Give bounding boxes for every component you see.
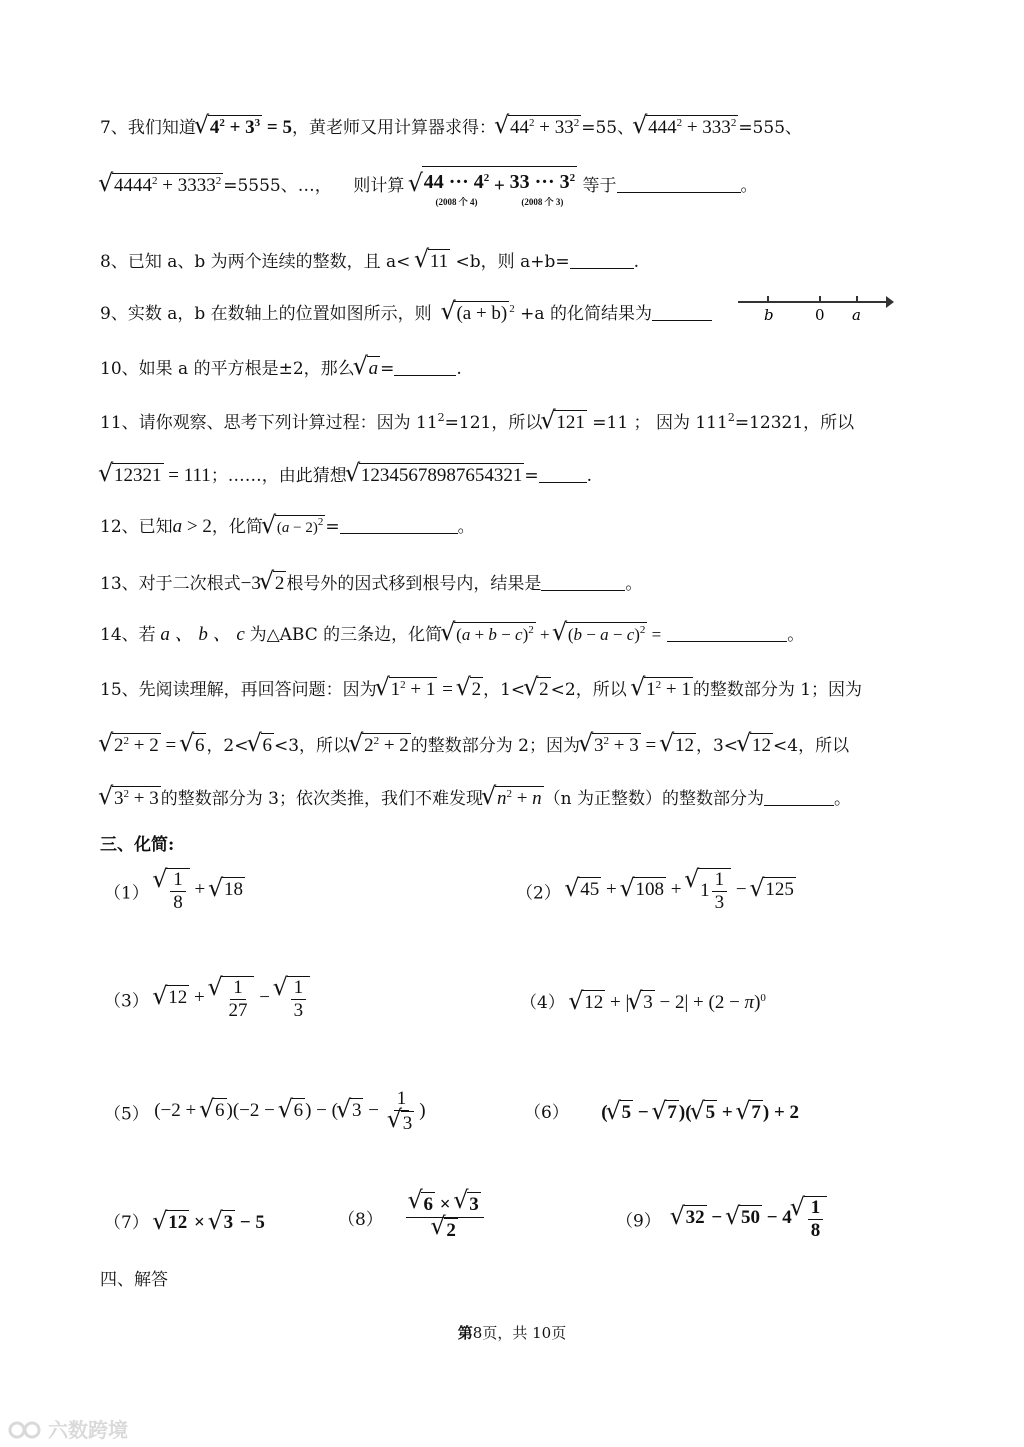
- question-15-line-3: [100, 784, 964, 814]
- simplify-7: [104, 1208, 265, 1235]
- q7-value-2: =555、: [738, 118, 803, 138]
- q8-sqrt-11: √ 11: [416, 251, 450, 272]
- q12-end: 。: [457, 517, 475, 537]
- q9-text-2: +a 的化简结果为: [520, 304, 652, 324]
- simplify-2-label: （2）: [516, 883, 561, 904]
- simplify-2-formula: √ 45 + √ 108 + √ 1 $\frac{1}{3}$ − √ 125: [566, 879, 796, 900]
- q9-answer-blank[interactable]: [652, 300, 712, 321]
- question-7-line-1: [100, 113, 964, 143]
- simplify-6-label: （6）: [524, 1103, 569, 1123]
- simplify-8: [338, 1192, 486, 1243]
- q15-text-8: ，3<: [695, 736, 739, 756]
- footer-total-pages: 10: [532, 1324, 552, 1342]
- q8-text-2: <b，则 a+b=: [455, 252, 570, 272]
- q7-compute-label: 则计算: [353, 176, 405, 196]
- label-a: a: [852, 306, 861, 324]
- q15-text-5: ，2<: [206, 736, 249, 756]
- simplify-8-label: （8）: [338, 1209, 383, 1230]
- q12-text-1: 12、已知: [100, 517, 173, 537]
- q15-formula-5: √ $3^2 + 3$ = √ 12: [580, 735, 696, 756]
- q11-equals: =: [524, 466, 539, 486]
- q8-answer-blank[interactable]: [570, 248, 634, 269]
- page-footer: [0, 1322, 1024, 1343]
- watermark-icon: [8, 1419, 48, 1441]
- simplify-6-formula: (√ 5 − √ 7 )(√ 5 + √ 7 ) + 2: [601, 1102, 799, 1123]
- question-7-line-2: [100, 166, 964, 207]
- simplify-5: [104, 1088, 426, 1136]
- q13-formula: −3√ 2: [241, 573, 287, 594]
- q11-answer-blank[interactable]: [539, 462, 587, 483]
- simplify-6: [524, 1098, 799, 1125]
- simplify-9: [616, 1196, 827, 1242]
- q11-text-3: =11 ； 因为 111: [592, 413, 728, 433]
- q15-sqrt-6: √ 6: [249, 735, 275, 756]
- q10-end: .: [456, 359, 462, 379]
- simplify-7-label: （7）: [104, 1213, 149, 1233]
- q7-under-label-2: (2008 个 3): [521, 197, 564, 207]
- simplify-8-formula: √ 6 × √ 3 √ 2: [404, 1206, 485, 1227]
- number-line-figure: [736, 290, 896, 326]
- q15-sqrt-12: √ 12: [738, 735, 773, 756]
- q11-end: .: [586, 466, 592, 486]
- simplify-5-formula: (−2 + √ 6 )(−2 − √ 6 ) − (√ 3 − 1 √ 3 ): [154, 1100, 425, 1121]
- question-12: 12、已知a > 2，化简√ $(a - 2)^2$ = 。: [100, 512, 964, 543]
- q15-formula-6: √ $3^2 + 3$: [100, 788, 161, 809]
- q14-answer-blank[interactable]: [667, 621, 787, 642]
- section-3-heading: 三、化简:: [100, 835, 175, 855]
- q14-formula: √ $(a + b - c)^2$ + √ $(b - a - c)^2$ =: [442, 625, 661, 644]
- q11-sqrt-121: √ 121: [542, 412, 587, 433]
- q7-answer-blank[interactable]: [617, 172, 741, 193]
- label-b: b: [764, 306, 774, 324]
- simplify-1-formula: √ $\frac{1}{8}$ + √ 18: [154, 879, 245, 900]
- simplify-3: [104, 976, 310, 1022]
- simplify-2: [516, 868, 796, 914]
- simplify-9-formula: √ 32 − √ 50 − 4 √ $\frac{1}{8}$: [672, 1207, 828, 1228]
- q15-text-7: 的整数部分为 2；因为: [410, 736, 581, 756]
- q13-text-2: 根号外的因式移到根号内，结果是: [286, 574, 542, 594]
- q14-variables: a 、 b 、 c: [155, 624, 250, 645]
- q14-end: 。: [787, 625, 805, 645]
- q14-text-2: 为△ABC 的三条边，化简: [249, 625, 443, 645]
- q15-text-6: <3，所以: [274, 736, 351, 756]
- simplify-9-label: （9）: [616, 1211, 661, 1232]
- question-15-line-1: [100, 675, 964, 705]
- q15-text-1: 15、先阅读理解，再回答问题：因为: [100, 680, 377, 700]
- q8-end: .: [633, 252, 639, 272]
- section-4-heading: 四、解答: [100, 1270, 168, 1290]
- q15-text-9: <4，所以: [773, 736, 850, 756]
- simplify-7-formula: √ 12 × √ 3 − 5: [154, 1212, 265, 1233]
- q7-under-label-1: (2008 个 4): [435, 197, 478, 207]
- q15-text-10: 的整数部分为 3；依次类推，我们不难发现: [160, 789, 483, 809]
- q13-text-1: 13、对于二次根式: [100, 574, 241, 594]
- q7-formula-known: √ $4^2 + 3^3 = 5$: [196, 117, 292, 138]
- number-line-arrow: [886, 296, 894, 308]
- q15-text-4: 的整数部分为 1；因为: [692, 680, 863, 700]
- watermark-logo: [8, 1414, 128, 1443]
- q11-text-5: ；……，由此猜想: [210, 466, 347, 486]
- q12-text-2: ，化简: [211, 517, 263, 537]
- q10-answer-blank[interactable]: [394, 355, 456, 376]
- question-13: [100, 569, 964, 599]
- q13-end: 。: [625, 574, 643, 594]
- question-11-line-2: [100, 461, 964, 491]
- q7-formula-2: √ $444^2 + 333^2$: [634, 117, 738, 138]
- question-14: [100, 620, 964, 650]
- q14-text-1: 14、若: [100, 625, 156, 645]
- question-8: [100, 247, 964, 277]
- simplify-5-label: （5）: [104, 1104, 149, 1125]
- question-11-line-1: 11、请你观察、思考下列计算过程：因为 $11^2=121$，所以√ 121 =11 ； 因为 $111^2=12321$，所以: [100, 408, 964, 438]
- simplify-3-label: （3）: [104, 991, 149, 1012]
- simplify-3-formula: √ 12 + √ $\frac{1}{27}$ − √ $\frac{1}{3}$: [154, 987, 310, 1008]
- question-15-line-2: [100, 731, 964, 761]
- q15-formula-2: √ $1^2 + 1$: [632, 679, 693, 700]
- watermark-text: 六数跨境: [48, 1418, 128, 1442]
- label-0: 0: [815, 306, 825, 324]
- simplify-4-label: （4）: [520, 993, 565, 1013]
- q11-big-sqrt: √ 12345678987654321: [347, 465, 525, 486]
- q10-sqrt-a: √ a: [355, 358, 381, 379]
- footer-suffix: 页: [551, 1324, 567, 1342]
- question-10: [100, 354, 964, 384]
- q11-text-2: =121，所以: [444, 413, 543, 433]
- q15-formula-4: √ $2^2 + 2$: [350, 735, 411, 756]
- q7-big-formula: √ 44 ··· $4^2$ (2008 个 4) + 33 ··· $3^2$ (2008 个 3): [410, 166, 577, 207]
- simplify-1-label: （1）: [104, 883, 149, 904]
- q15-text-2: ，1<: [483, 680, 526, 700]
- q7-text: ，黄老师又用计算器求得：: [291, 118, 496, 138]
- q7-value-1: =55、: [581, 118, 635, 138]
- q12-equals: =: [325, 517, 340, 537]
- q15-formula-3: √ $2^2 + 2$ = √ 6: [100, 735, 206, 756]
- q12-condition: a: [172, 516, 183, 537]
- q7-equals-label: 等于: [582, 176, 617, 196]
- q15-end: 。: [834, 789, 852, 809]
- q15-answer-blank[interactable]: [764, 785, 834, 806]
- q7-value-3: =5555、…，: [223, 176, 332, 196]
- simplify-4: [520, 988, 766, 1015]
- q8-text-1: 8、已知 a、b 为两个连续的整数，且 a<: [100, 252, 411, 272]
- q9-text-1: 9、实数 a，b 在数轴上的位置如图所示，则: [100, 304, 432, 324]
- q7-end: 。: [740, 176, 758, 196]
- q9-formula: √ (a + b) $^2$: [442, 303, 514, 324]
- q15-formula-7: √ $n^2 + n$: [483, 788, 544, 809]
- footer-prefix: 第: [457, 1324, 473, 1342]
- q12-formula: √ $(a - 2)^2$: [263, 520, 325, 536]
- q11-sqrt-12321: √ 12321 = 111: [100, 465, 211, 486]
- q10-equals: =: [380, 359, 395, 379]
- q15-text-11: （n 为正整数）的整数部分为: [543, 789, 765, 809]
- q10-text: 10、如果 a 的平方根是±2，那么: [100, 359, 355, 379]
- q11-text-4: =12321，所以: [734, 413, 855, 433]
- q7-intro: 7、我们知道: [100, 118, 196, 138]
- simplify-1: [104, 868, 245, 914]
- q15-text-3: <2，所以: [550, 680, 627, 700]
- simplify-4-formula: √ 12 + |√ $3 - 2| + (2 - \pi)^0$: [570, 992, 766, 1013]
- q15-sqrt-2: √ 2: [525, 679, 551, 700]
- q7-formula-1: √ $44^2 + 33^2$: [496, 117, 581, 138]
- footer-page-number: 8: [472, 1324, 483, 1342]
- q15-formula-1: √ $1^2 + 1$ = √ 2: [377, 679, 483, 700]
- q11-text-1: 11、请你观察、思考下列计算过程：因为 11: [100, 413, 438, 433]
- q7-formula-3: √ $4444^2 + 3333^2$: [100, 175, 223, 196]
- q13-answer-blank[interactable]: [541, 570, 625, 591]
- footer-middle: 页，共: [482, 1324, 533, 1342]
- q12-answer-blank[interactable]: [340, 513, 458, 534]
